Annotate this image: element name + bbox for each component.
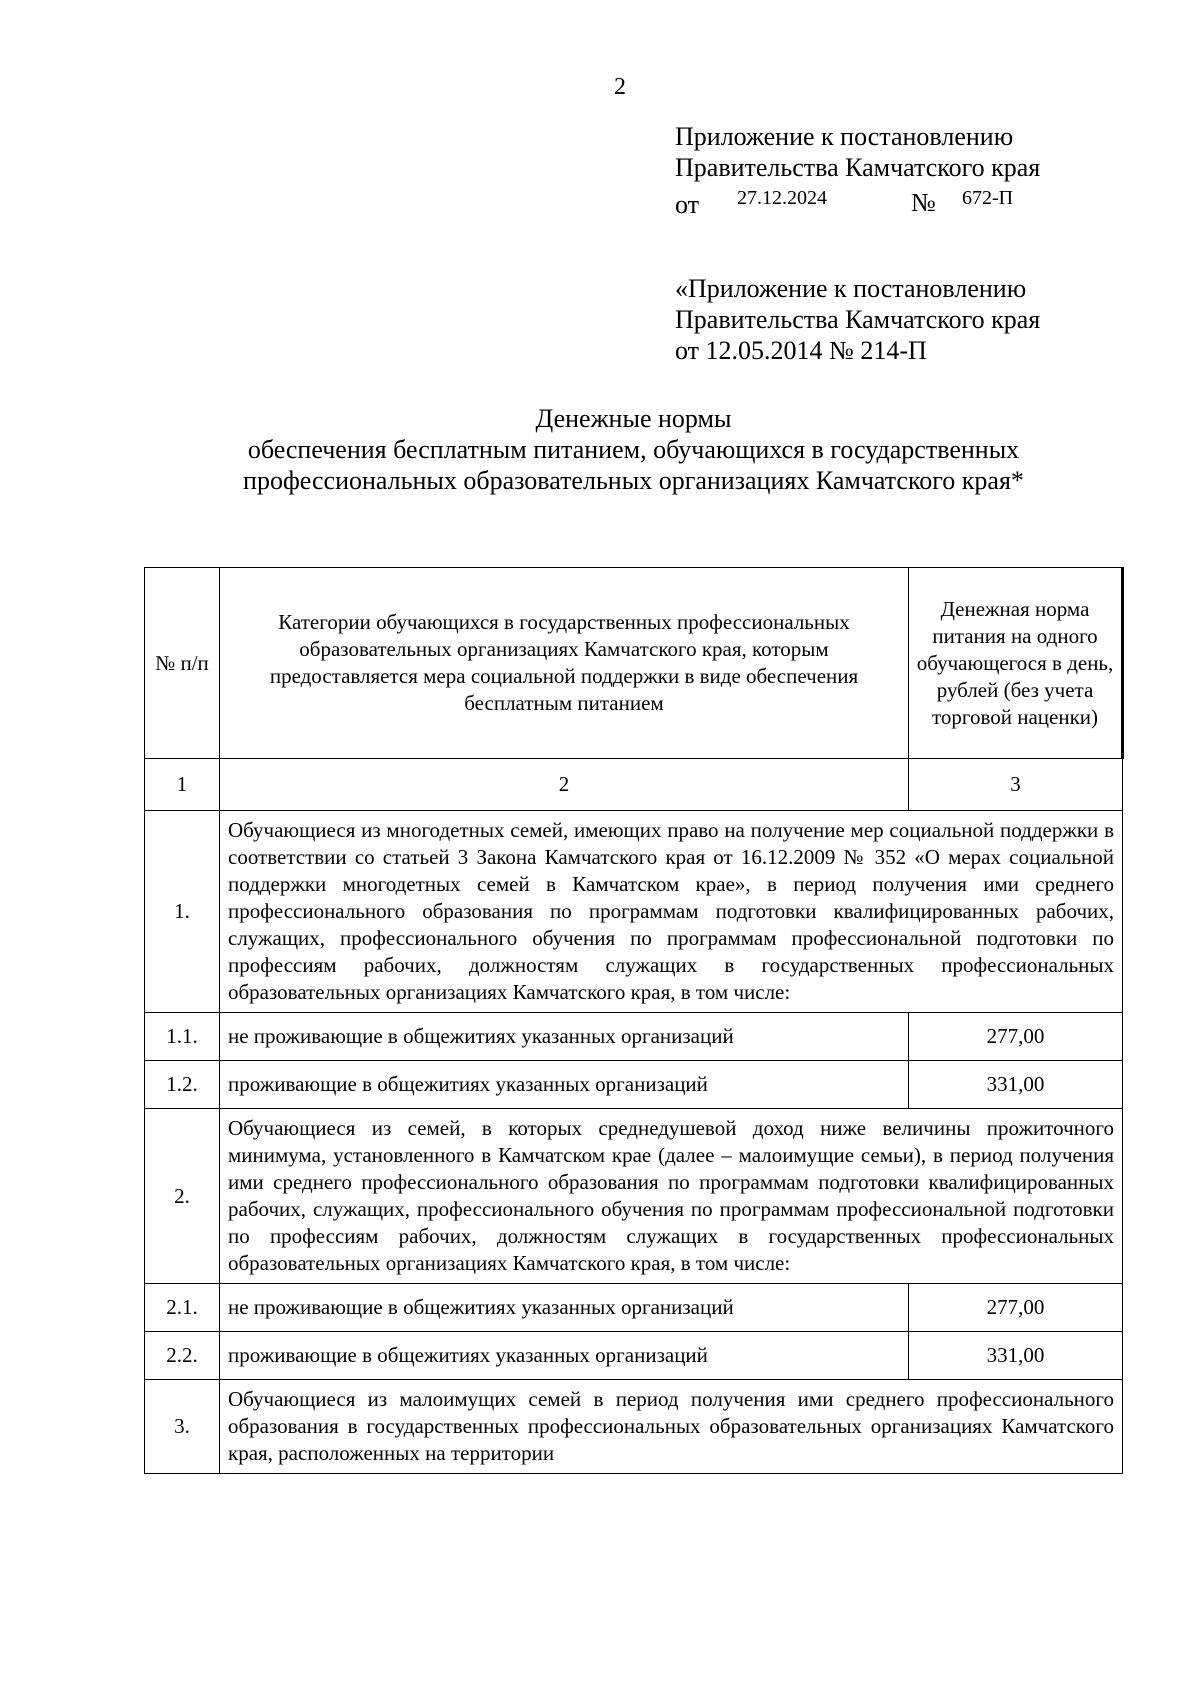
table-row: [145, 1109, 1123, 1284]
row-number: 1.: [145, 811, 220, 1013]
row-norm-value: 277,00: [909, 1013, 1123, 1061]
row-number: 1.1.: [145, 1013, 220, 1061]
header-number: № п/п: [145, 568, 220, 759]
row-category-text: проживающие в общежитиях указанных организаций: [220, 1061, 909, 1109]
row-number: 2.1.: [145, 1284, 220, 1332]
row-category-text: проживающие в общежитиях указанных организаций: [220, 1332, 909, 1380]
row-norm-value: 331,00: [909, 1332, 1123, 1380]
header-category: Категории обучающихся в государственных профессиональных образовательных организациях Камчатского края, которым предоставляется мера социальной поддержки в виде обеспечения бесплатным питанием: [220, 568, 909, 759]
previous-annex-line-3: от 12.05.2014 № 214-П: [675, 336, 927, 365]
row-number: 1.2.: [145, 1061, 220, 1109]
previous-annex-line-2: Правительства Камчатского края: [675, 305, 1041, 334]
title-line-2: обеспечения бесплатным питанием, обучающихся в государственных: [247, 435, 1020, 464]
row-norm-value: 277,00: [909, 1284, 1123, 1332]
title-line-3: профессиональных образовательных организациях Камчатского края*: [243, 466, 1024, 495]
annex-line-2: Правительства Камчатского края: [675, 153, 1041, 182]
row-category-text: Обучающиеся из многодетных семей, имеющих право на получение мер социальной поддержки в соответствии со статьей 3 Закона Камчатского края от 16.12.2009 № 352 «О мерах социальной поддержки многодетных семей в Камчатском крае», в период получения ими среднего профессионального образования по программам подготовки квалифицированных рабочих, служащих, профессионального обучения по программам профессиональной подготовки по профессиям рабочих, должностям служащих в государственных профессиональных образовательных организациях Камчатского края, в том числе:: [220, 811, 1123, 1013]
norms-table: [144, 567, 1124, 1474]
table-index-row: [145, 759, 1123, 811]
row-category-text: Обучающиеся из малоимущих семей в период получения ими среднего профессионального образования в государственных профессиональных образовательных организациях Камчатского края, расположенных на территории: [220, 1380, 1123, 1474]
row-norm-value: 331,00: [909, 1061, 1123, 1109]
table-row: [145, 1061, 1123, 1109]
annex-number: 672-П: [962, 187, 1014, 209]
annex-header: [675, 121, 1040, 217]
row-number: 3.: [145, 1380, 220, 1474]
number-sign: №: [911, 188, 936, 217]
annex-line-1: Приложение к постановлению: [675, 122, 1014, 151]
table-row: [145, 1380, 1123, 1474]
annex-date-number-row: [675, 183, 1040, 217]
previous-annex-header: [675, 273, 1040, 366]
document-title: [145, 403, 1122, 496]
title-line-1: Денежные нормы: [535, 404, 732, 433]
page-number: 2: [614, 74, 626, 100]
table-header-row: [145, 568, 1123, 759]
index-cell-2: 2: [220, 759, 909, 811]
table-row: [145, 1013, 1123, 1061]
header-norm: Денежная норма питания на одного обучающегося в день, рублей (без учета торговой наценки): [909, 568, 1123, 759]
row-number: 2.: [145, 1109, 220, 1284]
table-row: [145, 1332, 1123, 1380]
index-cell-1: 1: [145, 759, 220, 811]
row-category-text: Обучающиеся из семей, в которых среднедушевой доход ниже величины прожиточного минимума, установленного в Камчатском крае (далее – малоимущие семьи), в период получения ими среднего профессионального образования по программам подготовки квалифицированных рабочих, служащих, профессионального обучения по программам профессиональной подготовки по профессиям рабочих, должностям служащих в государственных профессиональных образовательных организациях Камчатского края, в том числе:: [220, 1109, 1123, 1284]
table-row: [145, 1284, 1123, 1332]
table-row: [145, 811, 1123, 1013]
row-category-text: не проживающие в общежитиях указанных организаций: [220, 1013, 909, 1061]
previous-annex-line-1: «Приложение к постановлению: [675, 274, 1027, 303]
row-number: 2.2.: [145, 1332, 220, 1380]
index-cell-3: 3: [909, 759, 1123, 811]
from-label: от: [675, 190, 700, 219]
row-category-text: не проживающие в общежитиях указанных организаций: [220, 1284, 909, 1332]
annex-date: 27.12.2024: [737, 187, 827, 209]
